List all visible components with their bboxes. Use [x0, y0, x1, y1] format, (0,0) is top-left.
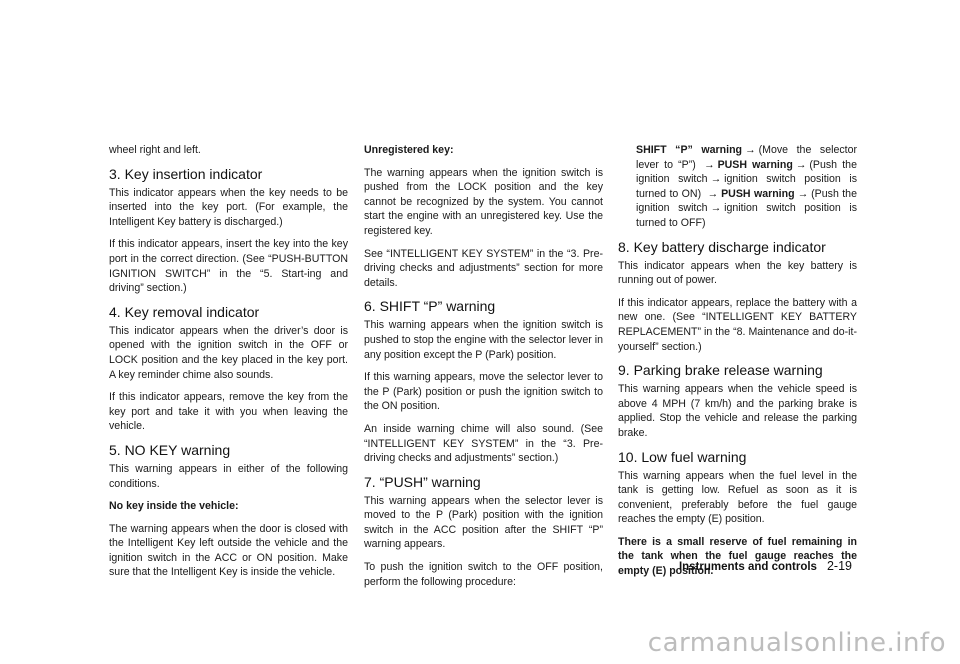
section-heading: 8. Key battery discharge indicator [618, 238, 826, 255]
arrow-icon: → [795, 158, 807, 171]
procedure-sequence [618, 143, 857, 231]
arrow-icon: → [745, 144, 756, 156]
paragraph: This indicator appears when the key battery is running out of power. [618, 259, 857, 287]
watermark [0, 628, 960, 658]
section-heading: 7. “PUSH” warning [364, 473, 481, 490]
paragraph: wheel right and left. [109, 144, 201, 156]
section-heading: 6. SHIFT “P” warning [364, 298, 496, 315]
procedure-step: SHIFT “P” warning [636, 144, 743, 156]
section-heading: 10. Low fuel warning [618, 448, 747, 465]
footer-section-title: Instruments and controls [678, 561, 817, 573]
arrow-icon: → [707, 187, 719, 200]
paragraph: This indicator appears when the key needs to be inserted into the key port. (For example, the Intelligent Key battery is discharged.) [109, 186, 348, 228]
subheading: No key inside the vehicle: [109, 500, 239, 513]
arrow-icon: → [710, 202, 722, 215]
paragraph: This warning appears in either of the following conditions. [109, 462, 348, 490]
paragraph: If this indicator appears, replace the battery with a new one. (See “INTELLIGENT KEY BATTERY REPLACEMENT” in the “8. Maintenance and do-it-yourself” section.) [618, 296, 857, 353]
page-footer [0, 559, 852, 573]
page-number: 2-19 [826, 559, 852, 573]
paragraph: If this indicator appears, remove the key from the key port and take it with you when leaving the vehicle. [109, 391, 348, 433]
paragraph: This warning appears when the fuel level in the tank is getting low. Refuel as soon as it is convenient, preferably before the fuel gauge reaches the empty (E) position. [618, 469, 857, 526]
arrow-icon: → [710, 173, 722, 186]
paragraph: See “INTELLIGENT KEY SYSTEM” in the “3. Pre-driving checks and adjustments” section for more details. [364, 247, 603, 289]
column-middle [364, 143, 603, 597]
procedure-note: ignition switch position is turned to OFF) [636, 202, 857, 229]
subheading: Unregistered key: [364, 144, 454, 156]
paragraph: If this warning appears, move the selector lever to the P (Park) position or push the ignition switch to the ON position. [364, 371, 603, 413]
procedure-step: PUSH warning [717, 158, 793, 171]
column-left [109, 143, 348, 588]
paragraph: To push the ignition switch to the OFF position, perform the following procedure: [364, 561, 603, 588]
paragraph: This indicator appears when the driver’s door is opened with the ignition switch in the OFF or LOCK position and the key placed in the key port. A key reminder chime also sounds. [109, 324, 348, 381]
paragraph: An inside warning chime will also sound. (See “INTELLIGENT KEY SYSTEM” in the “3. Pre-driving checks and adjustments” section.) [364, 422, 603, 465]
section-heading: 9. Parking brake release warning [618, 362, 823, 379]
procedure-note: (Push the ignition switch [636, 158, 857, 186]
paragraph: The warning appears when the door is closed with the Intelligent Key left outside the vehicle and the ignition switch in the ACC or ON position. Make sure that the Intelligent Key is inside the vehicle. [109, 522, 348, 579]
paragraph: This warning appears when the selector lever is moved to the P (Park) position with the ignition switch in the ACC position after the SHIFT “P” warning appears. [364, 494, 603, 551]
procedure-step: PUSH warning [721, 187, 795, 200]
arrow-icon: → [703, 158, 715, 171]
section-heading: 5. NO KEY warning [109, 441, 231, 458]
paragraph: This warning appears when the ignition switch is pushed to stop the engine with the selector lever in any position except the P (Park) position. [364, 319, 603, 361]
paragraph: The warning appears when the ignition switch is pushed from the LOCK position and the key cannot be recognized by the system. You cannot start the engine with an unregistered key. Use the registered key. [364, 166, 603, 237]
column-right [618, 143, 857, 587]
procedure-note: ignition switch position is turned to ON) [636, 173, 857, 200]
section-heading: 4. Key removal indicator [109, 303, 260, 320]
warning-note: There is a small reserve of fuel remaining in the tank when the fuel gauge reaches the empty (E) position. [618, 535, 857, 578]
section-heading: 3. Key insertion indicator [109, 165, 263, 182]
watermark-text: carmanualsonline.info [647, 628, 946, 658]
arrow-icon: → [797, 187, 809, 200]
paragraph: This warning appears when the vehicle speed is above 4 MPH (7 km/h) and the parking brake is applied. Stop the vehicle and release the parking brake. [618, 383, 857, 439]
procedure-note: (Move the selector lever to “P”) [636, 144, 857, 171]
paragraph: If this indicator appears, insert the key into the key port in the correct direction. (See “PUSH-BUTTON IGNITION SWITCH” in the “5. Start-ing and driving” section.) [109, 238, 348, 295]
procedure-note: (Push the ignition switch [636, 187, 857, 215]
